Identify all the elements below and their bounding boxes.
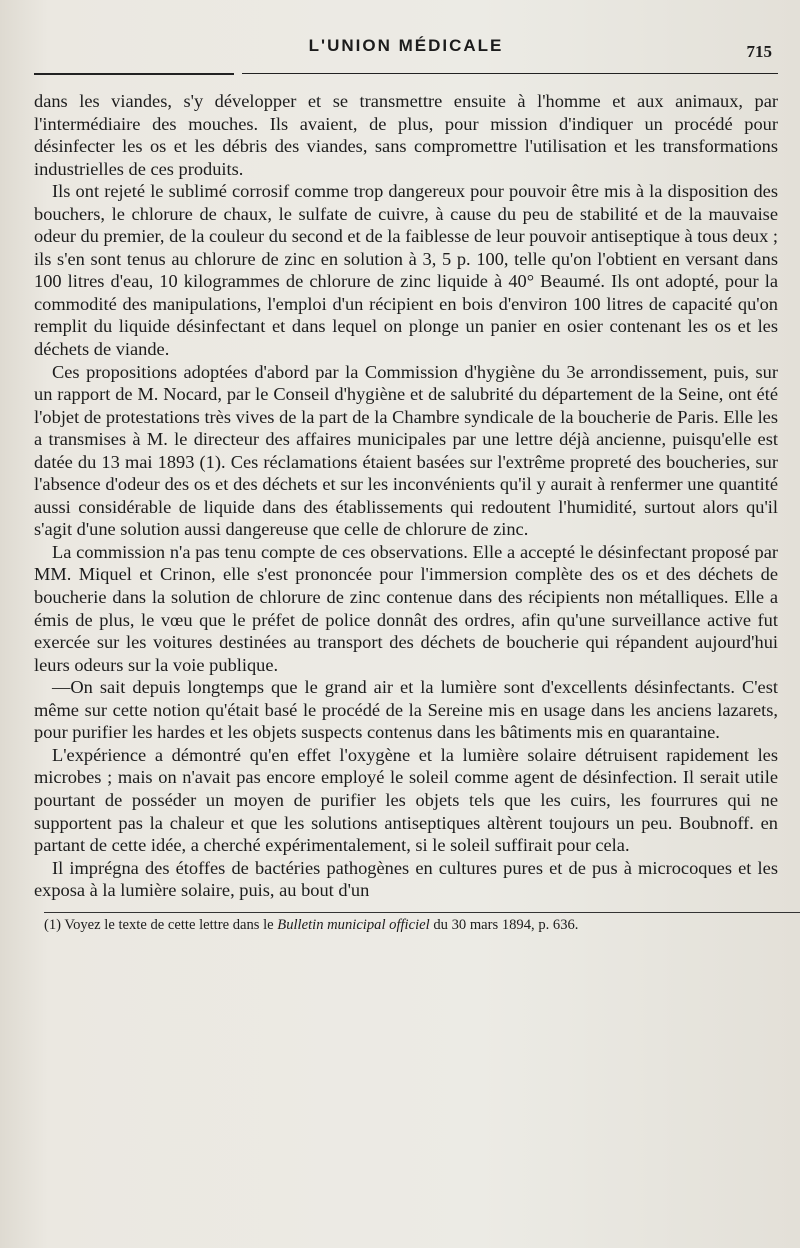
footnote-rule xyxy=(44,912,800,913)
paragraph-6: L'expérience a démontré qu'en effet l'oxygène et la lumière solaire détruisent rapidement les microbes ; mais on n'avait pas encore employé le soleil comme agent de désinfection. Il serait utile pourtant de posséder un moyen de purifier les objets tels que les cuirs, les fourrures qui ne supportent pas la chaleur et que les solutions antiseptiques altèrent toujours un peu. Boubnoff. en partant de cette idée, a cherché expérimentalement, si le soleil suffirait pour cela. xyxy=(34,744,778,856)
paragraph-5: —On sait depuis longtemps que le grand air et la lumière sont d'excellents désinfectants. C'est même sur cette notion qu'était basé le procédé de la Sereine mis en usage dans les anciens lazarets, pour purifier les hardes et les objets suspects contenus dans les bâtiments mis en quarantaine. xyxy=(34,677,778,743)
page-number: 715 xyxy=(746,42,772,61)
paragraph-7: Il imprégna des étoffes de bactéries pathogènes en cultures pures et de pus à microcoques et les exposa à la lumière solaire, puis, au bout d'un xyxy=(34,857,778,901)
header-rule-right xyxy=(242,73,778,74)
footnote-marker: (1) xyxy=(44,916,62,933)
paragraph-4: La commission n'a pas tenu compte de ces observations. Elle a accepté le désinfectant proposé par MM. Miquel et Crinon, elle s'est prononcée pour l'immersion complète des os et des déchets de boucherie dans la solution de chlorure de zinc contenue dans des récipients non métalliques. Elle a émis de plus, le vœu que le préfet de police donnât des ordres, afin qu'une surveillance active fut exercée sur les voitures destinées au transport des déchets de boucherie qui répandent aujourd'hui leurs odeurs sur la voie publique. xyxy=(34,541,778,675)
paragraph-3: Ces propositions adoptées d'abord par la Commission d'hygiène du 3e arrondissement, puis, sur un rapport de M. Nocard, par le Conseil d'hygiène et de salubrité du département de la Seine, ont été l'objet de protestations très vives de la part de la Chambre syndicale de la boucherie de Paris. Elle les a transmises à M. le directeur des affaires municipales par une lettre déjà ancienne, puisqu'elle est datée du 13 mai 1893 (1). Ces réclamations étaient basées sur l'extrême propreté des boucheries, sur l'absence d'odeur des os et des déchets et sur les inconvénients qu'il y aurait à renfermer une quantité aussi considérable de liquide dans des établissements qui redoutent l'humidité, surtout alors qu'il s'agit d'une solution aussi dangereuse que celle de chlorure de zinc. xyxy=(34,361,778,540)
header-rule xyxy=(34,68,778,82)
paragraph-1: dans les viandes, s'y développer et se transmettre ensuite à l'homme et aux animaux, par l'intermédiaire des mouches. Ils avaient, de plus, pour mission d'indiquer un procédé pour désinfecter les os et les débris des viandes, sans compromettre l'utilisation et les transformations industrielles de ces produits. xyxy=(34,91,778,179)
footnote-text-before: Voyez le texte de cette lettre dans le xyxy=(61,916,278,933)
footnote-publication-title: Bulletin municipal officiel xyxy=(277,916,430,933)
page-header xyxy=(34,34,778,68)
header-rule-left xyxy=(34,73,234,75)
footnote-text-after: du 30 mars 1894, p. 636. xyxy=(429,916,579,933)
paragraph-2: Ils ont rejeté le sublimé corrosif comme trop dangereux pour pouvoir être mis à la disposition des bouchers, le chlorure de chaux, le sulfate de cuivre, à cause du peu de stabilité et de la mauvaise odeur du premier, de la couleur du second et de la faiblesse de leur pouvoir antiseptique à tous deux ; ils s'en sont tenus au chlorure de zinc en solution à 3, 5 p. 100, telle qu'on l'obtient en versant dans 100 litres d'eau, 10 kilogrammes de chlorure de zinc liquide à 40° Beaumé. Ils ont adopté, pour la commodité des manipulations, l'emploi d'un récipient en bois d'environ 100 litres de capacité qu'on remplit du liquide désinfectant et dans lequel on plonge un panier en osier contenant les os et les déchets de viande. xyxy=(34,181,778,360)
article-body xyxy=(34,90,778,902)
footnote xyxy=(44,917,800,934)
running-title: L'UNION MÉDICALE xyxy=(308,36,504,55)
